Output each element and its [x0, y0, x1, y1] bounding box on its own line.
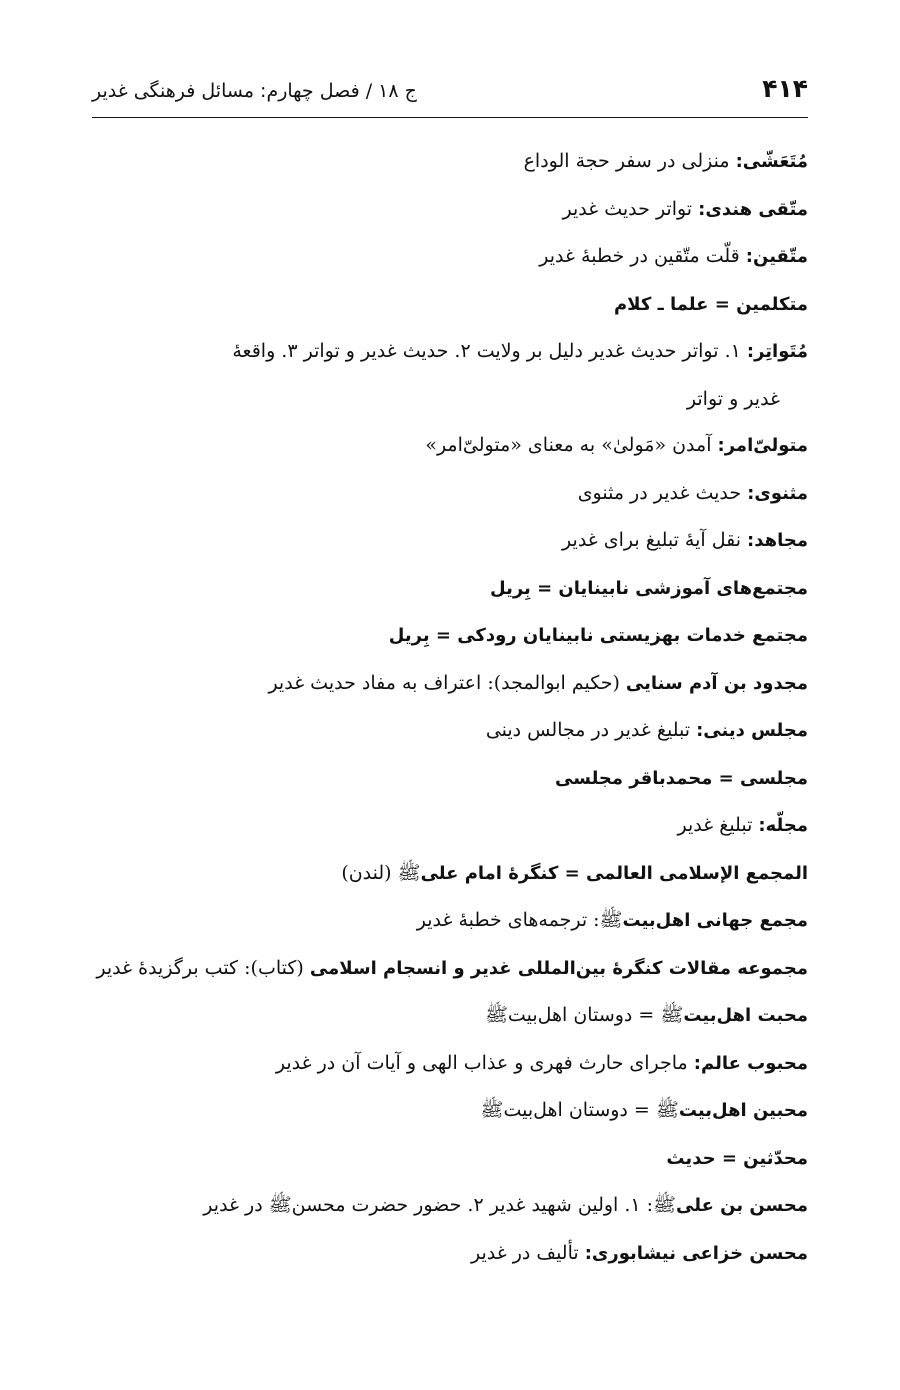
index-entry [92, 1040, 808, 1088]
index-entry [92, 1230, 808, 1278]
entry-term: محبوب عالم: [693, 1052, 808, 1074]
entry-term: محسن خزاعی نیشابوری: [584, 1242, 808, 1264]
index-entry [92, 897, 808, 945]
entry-term: مجلّه: [758, 815, 808, 836]
index-entry [92, 281, 808, 329]
entry-term: متّقی هندی: [698, 198, 808, 220]
index-entry [92, 1182, 808, 1230]
entry-description: ﷺ: ترجمه‌های خطبهٔ غدیر [416, 909, 623, 931]
entry-description: قلّت متّقین در خطبهٔ غدیر [539, 245, 746, 267]
index-entry [92, 1087, 808, 1135]
index-entry [92, 755, 808, 803]
entry-description: آمدن «مَولیٰ» به معنای «متولیّ‌امر» [425, 434, 718, 456]
entry-term: متولیّ‌امر: [717, 435, 808, 456]
entry-description: حدیث غدیر در مثنوی [577, 481, 748, 504]
entry-term: مجدود بن آدم سنایی [625, 672, 808, 694]
entry-description: تواتر حدیث غدیر [562, 197, 699, 220]
entry-term: متکلمین = علما ـ کلام [613, 293, 808, 315]
header-rule [92, 117, 808, 118]
entry-description: ۱. تواتر حدیث غدیر دلیل بر ولایت ۲. حدیث غدیر و تواتر ۳. واقعهٔ [232, 340, 747, 362]
index-entry [92, 328, 808, 422]
index-entry [92, 707, 808, 755]
index-entry [92, 612, 808, 660]
page-number: ۴۱۴ [762, 74, 808, 103]
index-entries [92, 138, 808, 1277]
entry-continuation: غدیر و تواتر [686, 387, 780, 410]
index-entry [92, 660, 808, 708]
entry-term: مجتمع‌های آموزشی نابینایان = بِریل [490, 577, 808, 599]
entry-term: متّقین: [745, 246, 808, 267]
entry-term: المجمع الإسلامی العالمی = کنگرهٔ امام علی [420, 862, 808, 884]
entry-term: مجتمع خدمات بهزیستی نابینایان رودکی = بِریل [388, 625, 808, 646]
entry-term: محبت اهل‌بیت [683, 1005, 808, 1026]
index-entry [92, 517, 808, 565]
entry-term: مُتَواتِر: [746, 341, 808, 362]
entry-description: ﷺ: ۱. اولین شهید غدیر ۲. حضور حضرت محسنﷺ در غدیر [203, 1194, 677, 1216]
entry-description: ماجرای حارث فهری و عذاب الهی و آیات آن در غدیر [275, 1051, 694, 1074]
page-header [92, 72, 808, 112]
entry-description: نقل آیهٔ تبلیغ برای غدیر [562, 529, 748, 551]
entry-term: محسن بن علی [676, 1195, 808, 1216]
entry-description: ﷺ (لندن) [341, 861, 421, 884]
entry-term: مجمع جهانی اهل‌بیت [622, 910, 808, 931]
entry-term: محبین اهل‌بیت [678, 1100, 808, 1121]
entry-description: تبلیغ غدیر [677, 814, 759, 836]
entry-term: محدّثین = حدیث [666, 1147, 808, 1169]
entry-term: مُتَعَشّی: [735, 151, 808, 172]
index-entry [92, 470, 808, 518]
entry-term: مجاهد: [747, 530, 808, 551]
entry-description: تألیف در غدیر [471, 1241, 585, 1264]
entry-term: مجلسی = محمدباقر مجلسی [555, 767, 808, 789]
entry-description: تبلیغ غدیر در مجالس دینی [485, 719, 697, 741]
index-entry [92, 233, 808, 281]
index-entry [92, 565, 808, 613]
index-entry [92, 945, 808, 993]
index-entry [92, 422, 808, 470]
entry-description: ﷺ = دوستان اهل‌بیتﷺ [480, 1099, 679, 1121]
index-entry [92, 1135, 808, 1183]
entry-description: ﷺ = دوستان اهل‌بیتﷺ [484, 1004, 684, 1026]
index-entry [92, 992, 808, 1040]
running-title: ج ۱۸ / فصل چهارم: مسائل فرهنگی غدیر [92, 80, 417, 102]
entry-description: (حکیم ابوالمجد): اعتراف به مفاد حدیث غدیر [268, 671, 626, 694]
entry-description: منزلی در سفر حجة الوداع [523, 150, 736, 172]
index-entry [92, 138, 808, 186]
index-entry [92, 186, 808, 234]
entry-term: مجموعه مقالات کنگرهٔ بین‌المللی غدیر و انسجام اسلامی [309, 957, 808, 979]
entry-description: (کتاب): کتب برگزیدهٔ غدیر [96, 956, 310, 979]
index-entry [92, 802, 808, 850]
index-entry [92, 850, 808, 898]
entry-term: مجلس دینی: [696, 720, 808, 741]
entry-term: مثنوی: [747, 482, 808, 504]
